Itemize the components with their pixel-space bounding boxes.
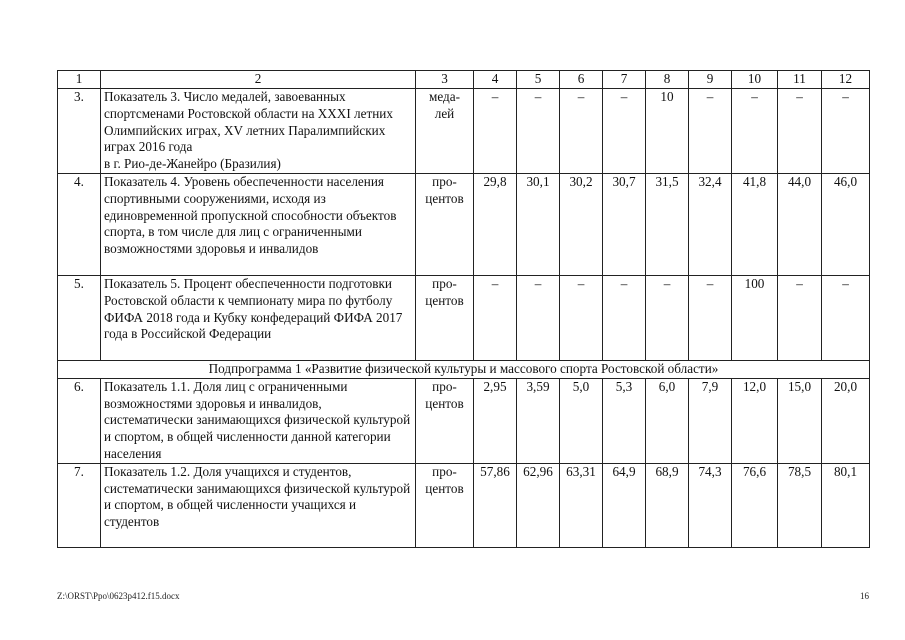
value-cell: 31,5: [646, 174, 689, 276]
value-cell: 20,0: [822, 378, 870, 463]
column-number-4: 4: [474, 71, 517, 89]
column-number-3: 3: [416, 71, 474, 89]
value-cell: –: [560, 276, 603, 361]
value-cell: –: [732, 89, 778, 174]
value-cell: 5,0: [560, 378, 603, 463]
table-row: [58, 378, 870, 463]
column-number-11: 11: [778, 71, 822, 89]
row-number: 6.: [58, 378, 101, 463]
column-number-6: 6: [560, 71, 603, 89]
subprogram-title: Подпрограмма 1 «Развитие физической культуры и массового спорта Ростовской области»: [58, 361, 870, 379]
indicators-table: [57, 70, 870, 548]
page-number: 16: [860, 591, 869, 601]
row-number: 5.: [58, 276, 101, 361]
value-cell: 76,6: [732, 463, 778, 547]
value-cell: –: [474, 276, 517, 361]
column-number-7: 7: [603, 71, 646, 89]
indicator-description: Показатель 3. Число медалей, завоеванных спортсменами Ростовской области на XXXI летних Олимпийских играх, XV летних Паралимпийских играх 2016 года в г. Рио-де-Жанейро (Бразилия): [101, 89, 416, 174]
table-body: [58, 71, 870, 548]
value-cell: 100: [732, 276, 778, 361]
value-cell: 10: [646, 89, 689, 174]
column-number-10: 10: [732, 71, 778, 89]
value-cell: 41,8: [732, 174, 778, 276]
column-number-5: 5: [517, 71, 560, 89]
indicator-description: Показатель 1.2. Доля учащихся и студентов, систематически занимающихся физической культурой и спортом, в общей численности учащихся и студентов: [101, 463, 416, 547]
table-row: [58, 174, 870, 276]
value-cell: 15,0: [778, 378, 822, 463]
column-number-2: 2: [101, 71, 416, 89]
indicator-description: Показатель 1.1. Доля лиц с ограниченными возможностями здоровья и инвалидов, систематически занимающихся физической культурой и спортом, в общей численности данной категории населения: [101, 378, 416, 463]
unit-cell: меда- лей: [416, 89, 474, 174]
value-cell: –: [474, 89, 517, 174]
row-number: 7.: [58, 463, 101, 547]
value-cell: 78,5: [778, 463, 822, 547]
value-cell: 74,3: [689, 463, 732, 547]
value-cell: –: [603, 276, 646, 361]
table-row: [58, 276, 870, 361]
value-cell: 30,2: [560, 174, 603, 276]
column-number-8: 8: [646, 71, 689, 89]
value-cell: 6,0: [646, 378, 689, 463]
row-number: 3.: [58, 89, 101, 174]
column-number-1: 1: [58, 71, 101, 89]
value-cell: –: [517, 276, 560, 361]
value-cell: 7,9: [689, 378, 732, 463]
row-number: 4.: [58, 174, 101, 276]
value-cell: 5,3: [603, 378, 646, 463]
value-cell: 68,9: [646, 463, 689, 547]
value-cell: –: [822, 276, 870, 361]
value-cell: 57,86: [474, 463, 517, 547]
value-cell: –: [689, 89, 732, 174]
value-cell: –: [689, 276, 732, 361]
value-cell: 30,7: [603, 174, 646, 276]
value-cell: 44,0: [778, 174, 822, 276]
indicator-description: Показатель 4. Уровень обеспеченности населения спортивными сооружениями, исходя из единовременной пропускной способности объектов спорта, в том числе для лиц с ограниченными возможностями здоровья и инвалидов: [101, 174, 416, 276]
value-cell: –: [560, 89, 603, 174]
value-cell: 64,9: [603, 463, 646, 547]
indicator-description: Показатель 5. Процент обеспеченности подготовки Ростовской области к чемпионату мира по футболу ФИФА 2018 года и Кубку конфедераций ФИФА 2017 года в Российской Федерации: [101, 276, 416, 361]
value-cell: 80,1: [822, 463, 870, 547]
subprogram-row: [58, 361, 870, 379]
column-number-12: 12: [822, 71, 870, 89]
value-cell: 3,59: [517, 378, 560, 463]
value-cell: 12,0: [732, 378, 778, 463]
value-cell: 29,8: [474, 174, 517, 276]
value-cell: –: [646, 276, 689, 361]
footer-file-path: Z:\ORST\Ppo\0623p412.f15.docx: [57, 591, 180, 601]
value-cell: 2,95: [474, 378, 517, 463]
unit-cell: про- центов: [416, 378, 474, 463]
value-cell: –: [603, 89, 646, 174]
value-cell: 63,31: [560, 463, 603, 547]
value-cell: 46,0: [822, 174, 870, 276]
table-row: [58, 463, 870, 547]
unit-cell: про- центов: [416, 463, 474, 547]
table-row: [58, 89, 870, 174]
unit-cell: про- центов: [416, 174, 474, 276]
value-cell: 30,1: [517, 174, 560, 276]
value-cell: 32,4: [689, 174, 732, 276]
value-cell: –: [517, 89, 560, 174]
value-cell: –: [822, 89, 870, 174]
value-cell: –: [778, 89, 822, 174]
value-cell: 62,96: [517, 463, 560, 547]
header-row: [58, 71, 870, 89]
unit-cell: про- центов: [416, 276, 474, 361]
column-number-9: 9: [689, 71, 732, 89]
value-cell: –: [778, 276, 822, 361]
